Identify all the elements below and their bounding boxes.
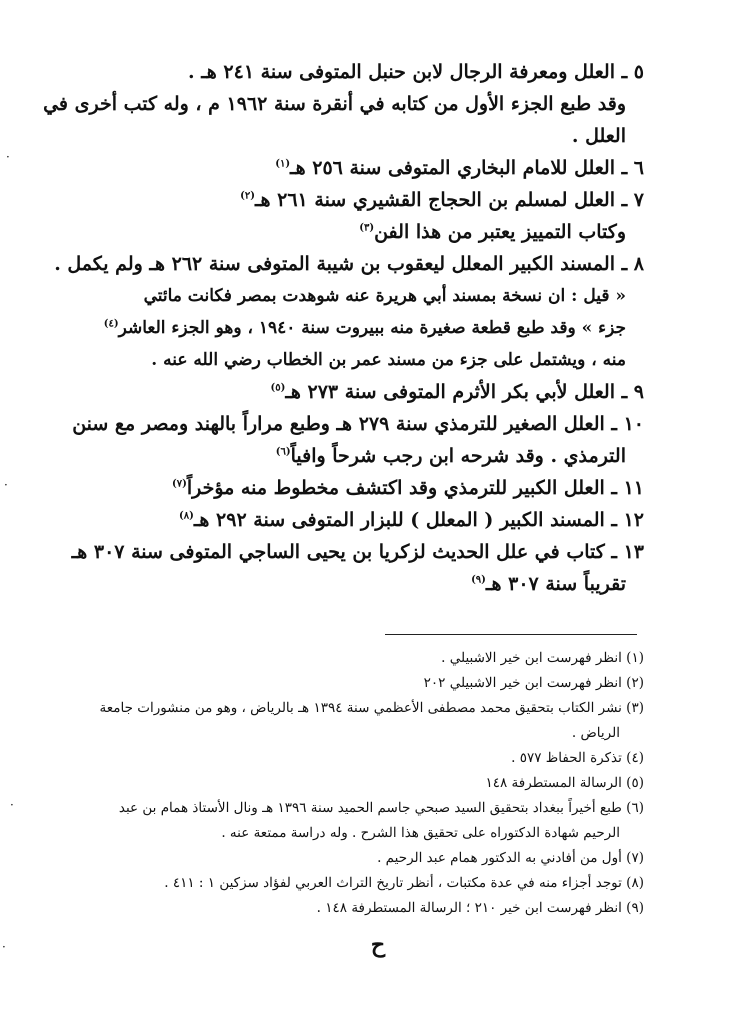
- footnote-ref: (٩): [471, 574, 486, 586]
- text-line: ١٣ ـ كتاب في علل الحديث لزكريا بن يحيى الساجي المتوفى سنة ٣٠٧ هـ: [71, 541, 644, 563]
- footnote: (٦) طبع أخيراً ببغداد بتحقيق السيد صبحي جاسم الحميد سنة ١٣٩٦ هـ ونال الأستاذ همام بن عبد: [118, 800, 644, 816]
- footnote-ref: (١): [275, 158, 291, 170]
- footnotes: [88, 646, 644, 921]
- text-line: « قيل : ان نسخة بمسند أبي هريرة عنه شوهدت بمصر فكانت مائتي: [143, 286, 626, 306]
- footnote: الرحيم شهادة الدكتوراه على تحقيق هذا الشرح . وله دراسة ممتعة عنه .: [221, 825, 620, 841]
- footnote-ref: (٣): [359, 222, 375, 234]
- footnote-separator: [385, 634, 637, 635]
- text-line: منه ، ويشتمل على جزء من مسند عمر بن الخطاب رضي الله عنه .: [151, 350, 626, 370]
- text-line: تقريباً سنة ٣٠٧ هـ$^{(٩)}$: [471, 573, 626, 595]
- text-line: العلل .: [571, 125, 626, 147]
- text-line: ١١ ـ العلل الكبير للترمذي وقد اكتشف مخطوط منه مؤخراً$^{(٧)}$: [171, 477, 644, 499]
- text-line: ١٠ ـ العلل الصغير للترمذي سنة ٢٧٩ هـ وطبع مراراً بالهند ومصر مع سنن: [72, 413, 644, 435]
- scan-mark: ·: [10, 798, 14, 812]
- footnote-ref: (٤): [103, 318, 119, 330]
- text-line: ٧ ـ العلل لمسلم بن الحجاج القشيري سنة ٢٦١ هـ$^{(٢)}$: [240, 189, 644, 211]
- main-text: [43, 56, 644, 600]
- text-line: ١٢ ـ المسند الكبير ( المعلل ) للبزار المتوفى سنة ٢٩٢ هـ$^{(٨)}$: [178, 509, 644, 531]
- footnote: (٧) أول من أفادني به الدكتور همام عبد الرحيم .: [377, 850, 644, 866]
- footnote-ref: (٧): [171, 478, 187, 490]
- text-line: وكتاب التمييز يعتبر من هذا الفن$^{(٣)}$: [359, 221, 626, 243]
- text-line: ٥ ـ العلل ومعرفة الرجال لابن حنبل المتوفى سنة ٢٤١ هـ .: [187, 61, 644, 83]
- text-line: ٨ ـ المسند الكبير المعلل ليعقوب بن شيبة المتوفى سنة ٢٦٢ هـ ولم يكمل .: [54, 253, 644, 275]
- footnote: (١) انظر فهرست ابن خير الاشبيلي .: [441, 650, 644, 666]
- footnote: الرياض .: [571, 725, 620, 741]
- footnote: (٩) انظر فهرست ابن خير ٢١٠ ؛ الرسالة المستطرفة ١٤٨ .: [316, 900, 644, 916]
- text-line: ٩ ـ العلل لأبي بكر الأثرم المتوفى سنة ٢٧٣ هـ$^{(٥)}$: [270, 381, 644, 403]
- text-line: ٦ ـ العلل للامام البخاري المتوفى سنة ٢٥٦ هـ$^{(١)}$: [275, 157, 644, 179]
- footnote: (٥) الرسالة المستطرفة ١٤٨: [485, 775, 644, 791]
- footnote-ref: (٥): [270, 382, 286, 394]
- footnote: (٤) تذكرة الحفاظ ٥٧٧ .: [511, 750, 644, 766]
- footnote-ref: (٨): [178, 510, 194, 522]
- footnote-ref: (٦): [275, 446, 291, 458]
- scan-mark: ·: [4, 478, 8, 492]
- footnote: (٢) انظر فهرست ابن خير الاشبيلي ٢٠٢: [423, 675, 644, 691]
- text-line: وقد طبع الجزء الأول من كتابه في أنقرة سنة ١٩٦٢ م ، وله كتب أخرى في: [43, 93, 626, 115]
- text-line: جزء » وقد طبع قطعة صغيرة منه ببيروت سنة ١٩٤٠ ، وهو الجزء العاشر$^{(٤)}$: [103, 318, 626, 338]
- text-line: الترمذي . وقد شرحه ابن رجب شرحاً وافياً$^{(٦)}$: [275, 445, 626, 467]
- footnote: (٨) توجد أجزاء منه في عدة مكتبات ، أنظر تاريخ التراث العربي لفؤاد سزكين ١ : ٤١١ .: [164, 875, 644, 891]
- scan-mark: ·: [2, 940, 6, 954]
- page-number: ح: [370, 932, 386, 958]
- footnote: (٣) نشر الكتاب بتحقيق محمد مصطفى الأعظمي سنة ١٣٩٤ هـ بالرياض ، وهو من منشورات جامعة: [99, 700, 644, 716]
- footnote-ref: (٢): [240, 190, 255, 202]
- scan-mark: ·: [6, 150, 10, 164]
